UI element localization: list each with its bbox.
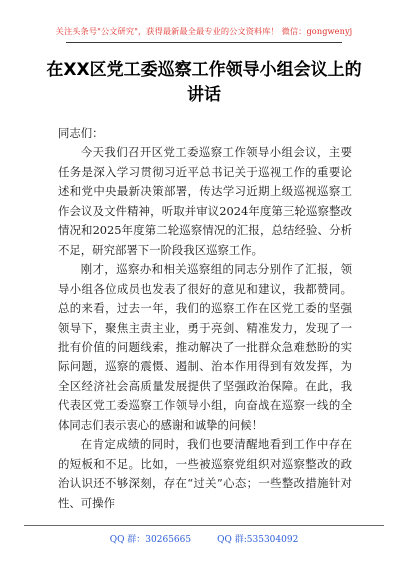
footer-qq-group-secondary: QQ 群:535304092 bbox=[217, 535, 299, 545]
footer-contacts bbox=[0, 532, 408, 545]
paragraph-shortcomings: 在肯定成绩的同时，我们也要清醒地看到工作中存在的短板和不足。比如，一些被巡察党组织对巡察整改的政治认识还不够深刻，存在“过关”心态；一些整改措施针对性、可操作 bbox=[58, 437, 352, 510]
footer-qq-group-primary: QQ 群：30265665 bbox=[109, 535, 192, 545]
header-banner: 关注头条号"公文研究"，获得最新最全最专业的公文资料库！ 微信：gongwenyj bbox=[55, 26, 353, 36]
paragraph-achievements: 刚才，巡察办和相关巡察组的同志分别作了汇报，领导小组各位成员也发表了很好的意见和建议，我都赞同。总的来看，过去一年，我们的巡察工作在区党工委的坚强领导下，聚焦主责主业，勇于亮剑、精准发力，发现了一批有价值的问题线索，推动解决了一批群众急难愁盼的实际问题，巡察的震慑、遏制、治本作用得到有效发挥，为全区经济社会高质量发展提供了坚强政治保障。在此，我代表区党工委巡察工作领导小组，向奋战在巡察一线的全体同志们表示衷心的感谢和诚挚的问候！ bbox=[58, 262, 352, 432]
paragraph-opening: 今天我们召开区党工委巡察工作领导小组会议，主要任务是深入学习贯彻习近平总书记关于巡视工作的重要论述和党中央最新决策部署，传达学习近期上级巡视巡察工作会议及文件精神，听取并审议2024年度第三轮巡察整改情况和2025年度第二轮巡察情况的汇报，总结经验、分析不足，研究部署下一阶段我区巡察工作。 bbox=[58, 145, 352, 257]
footer-divider bbox=[24, 525, 384, 526]
salutation: 同志们： bbox=[58, 126, 104, 140]
document-title: 在XX区党工委巡察工作领导小组会议上的讲话 bbox=[46, 60, 362, 105]
document-body bbox=[58, 124, 352, 513]
header-divider bbox=[66, 42, 342, 43]
